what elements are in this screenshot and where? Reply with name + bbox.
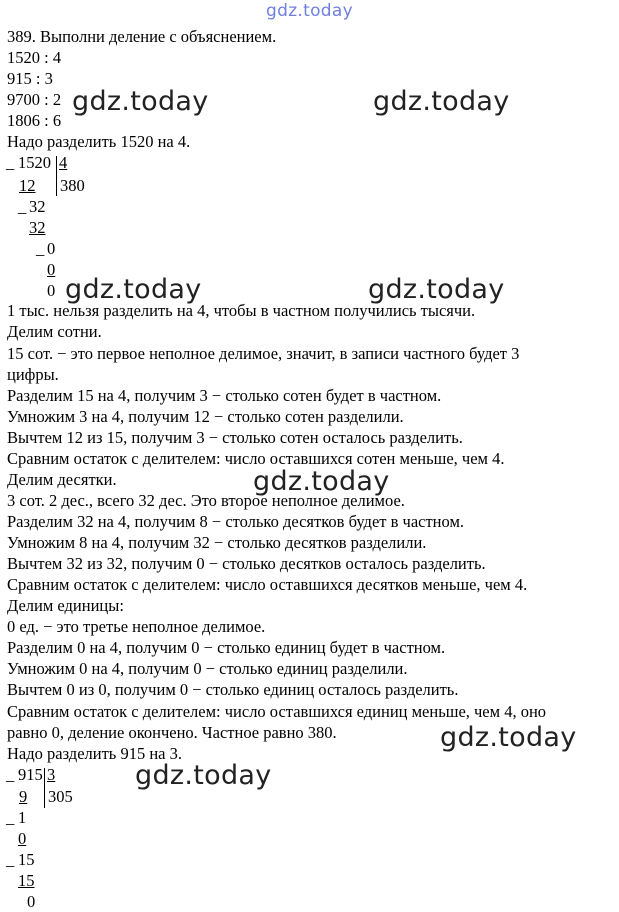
watermark: gdz.today — [440, 722, 577, 753]
division-bar — [56, 156, 57, 196]
minus-sign: _ — [6, 850, 15, 869]
explanation-line: Разделим 15 на 4, получим 3 − столько сотен будет в частном. — [7, 386, 442, 405]
step-partial-3: 15 — [18, 850, 35, 869]
explanation-line: Вычтем 32 из 32, получим 0 − столько десятков осталось разделить. — [7, 554, 486, 573]
explanation-line: 3 сот. 2 дес., всего 32 дес. Это второе неполное делимое. — [7, 491, 405, 510]
step-remainder: 0 — [47, 281, 56, 300]
minus-sign: _ — [18, 197, 27, 216]
task-title: 389. Выполни деление с объяснением. — [7, 27, 277, 46]
explanation-line: Делим сотни. — [7, 322, 102, 341]
step-partial-2: 1 — [18, 808, 27, 827]
step-subtrahend-3: 0 — [47, 260, 56, 279]
example-2: 915 : 3 — [7, 69, 53, 88]
divisor: 4 — [59, 153, 68, 172]
quotient: 380 — [60, 176, 85, 195]
explanation-line: Вычтем 12 из 15, получим 3 − столько сотен осталось разделить. — [7, 428, 463, 447]
example-3: 9700 : 2 — [7, 90, 62, 109]
explanation-line: Делим десятки. — [7, 470, 117, 489]
explanation-line: Разделим 0 на 4, получим 0 − столько единиц будет в частном. — [7, 638, 446, 657]
watermark-top: gdz.today — [266, 1, 353, 21]
example-4: 1806 : 6 — [7, 111, 62, 130]
dividend: 915 — [18, 765, 43, 784]
explanation-line: Сравним остаток с делителем: число оставшихся десятков меньше, чем 4. — [7, 575, 528, 594]
explanation-line: 1 тыс. нельзя разделить на 4, чтобы в частном получились тысячи. — [7, 301, 476, 320]
minus-sign: _ — [6, 153, 15, 172]
part1-intro: Надо разделить 1520 на 4. — [7, 132, 191, 151]
watermark: gdz.today — [373, 86, 510, 117]
division-bar — [44, 768, 45, 808]
step-subtrahend-2: 32 — [29, 218, 46, 237]
step-remainder: 0 — [27, 892, 36, 911]
explanation-line: Умножим 3 на 4, получим 12 − столько сотен разделили. — [7, 407, 404, 426]
explanation-line: Сравним остаток с делителем: число оставшихся единиц меньше, чем 4, оно — [7, 702, 547, 721]
step-subtrahend-2: 0 — [18, 829, 27, 848]
minus-sign: _ — [36, 239, 45, 258]
watermark: gdz.today — [368, 274, 505, 305]
explanation-line: Сравним остаток с делителем: число оставшихся сотен меньше, чем 4. — [7, 449, 505, 468]
step-subtrahend-3: 15 — [18, 871, 35, 890]
minus-sign: _ — [6, 765, 15, 784]
watermark: gdz.today — [65, 274, 202, 305]
explanation-line: Делим единицы: — [7, 596, 124, 615]
explanation-line: цифры. — [7, 365, 59, 384]
step-partial-2: 32 — [29, 197, 46, 216]
dividend: 1520 — [18, 153, 51, 172]
explanation-line: Умножим 0 на 4, получим 0 − столько единиц разделили. — [7, 659, 408, 678]
explanation-line: Разделим 32 на 4, получим 8 − столько десятков будет в частном. — [7, 512, 465, 531]
part2-intro: Надо разделить 915 на 3. — [7, 744, 182, 763]
example-1: 1520 : 4 — [7, 48, 62, 67]
explanation-line: Вычтем 0 из 0, получим 0 − столько единиц осталось разделить. — [7, 680, 459, 699]
watermark: gdz.today — [135, 760, 272, 791]
step-partial-3: 0 — [47, 239, 56, 258]
watermark: gdz.today — [253, 466, 390, 497]
minus-sign: _ — [6, 808, 15, 827]
explanation-line: равно 0, деление окончено. Частное равно 380. — [7, 723, 337, 742]
explanation-line: Умножим 8 на 4, получим 32 − столько десятков разделили. — [7, 533, 427, 552]
divisor: 3 — [47, 765, 56, 784]
explanation-line: 15 сот. − это первое неполное делимое, значит, в записи частного будет 3 — [7, 344, 520, 363]
step-subtrahend-1: 9 — [19, 787, 28, 806]
step-subtrahend-1: 12 — [19, 176, 36, 195]
watermark: gdz.today — [72, 86, 209, 117]
explanation-line: 0 ед. − это третье неполное делимое. — [7, 617, 266, 636]
quotient: 305 — [48, 787, 73, 806]
